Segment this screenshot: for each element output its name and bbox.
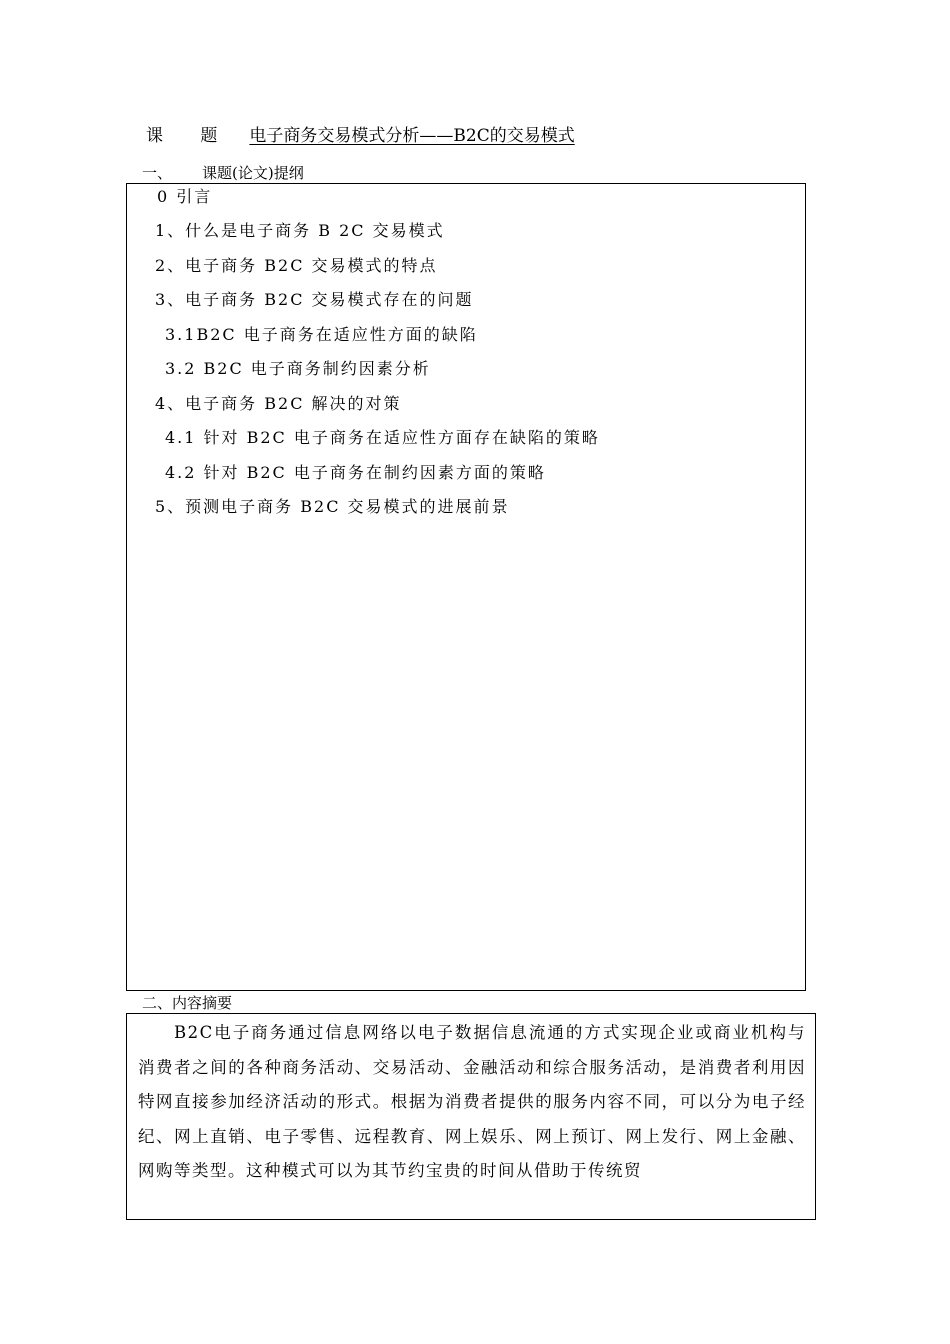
outline-item: 4.1 针对 B2C 电子商务在适应性方面存在缺陷的策略 [165,428,600,447]
outline-item: 1、什么是电子商务 B 2C 交易模式 [155,221,445,240]
outline-item: 2、电子商务 B2C 交易模式的特点 [155,256,438,275]
outline-item: 4.2 针对 B2C 电子商务在制约因素方面的策略 [165,463,546,482]
outline-box [126,183,806,991]
section-outline-number: 一、 [142,164,173,182]
section-abstract-heading: 二、内容摘要 [142,994,233,1012]
title-label: 课 题 [146,126,234,146]
abstract-text: B2C电子商务通过信息网络以电子数据信息流通的方式实现企业或商业机构与消费者之间的各种商务活动、交易活动、金融活动和综合服务活动，是消费者利用因特网直接参加经济活动的形式。根据为消费者提供的服务内容不同，可以分为电子经纪、网上直销、电子零售、远程教育、网上娱乐、网上预订、网上发行、网上金融、网购等类型。这种模式可以为其节约宝贵的时间从借助于传统贸 [138,1023,806,1180]
outline-item: 3、电子商务 B2C 交易模式存在的问题 [155,290,474,309]
outline-item: 5、预测电子商务 B2C 交易模式的进展前景 [155,497,510,516]
document-title [146,124,575,148]
outline-item: 3.1B2C 电子商务在适应性方面的缺陷 [165,325,478,344]
outline-item: 3.2 B2C 电子商务制约因素分析 [165,359,431,378]
section-outline-heading [142,163,304,183]
outline-item: 4、电子商务 B2C 解决的对策 [155,394,402,413]
section-outline-title: 课题(论文)提纲 [202,164,304,182]
title-text: 电子商务交易模式分析——B2C的交易模式 [249,126,575,146]
abstract-box [126,1013,816,1220]
outline-item: 0 引言 [157,187,213,206]
